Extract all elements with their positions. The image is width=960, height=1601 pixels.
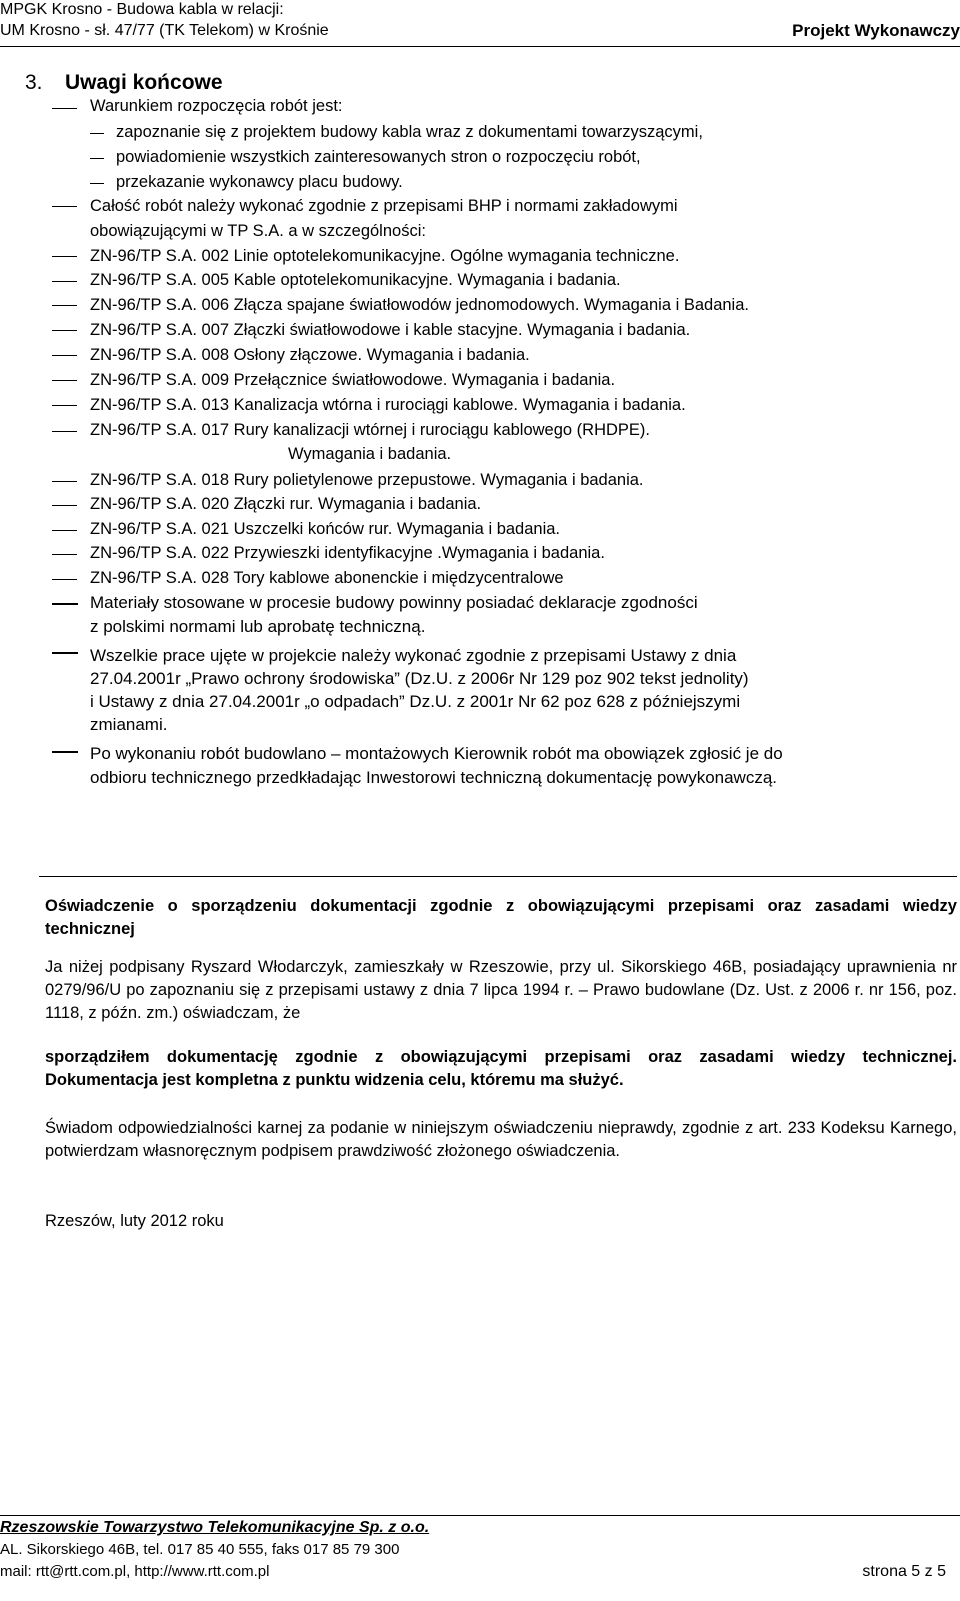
remark-line: ZN-96/TP S.A. 017 Rury kanalizacji wtórnej i rurociągu kablowego (RHDPE). xyxy=(90,421,651,439)
remark-line: ZN-96/TP S.A. 013 Kanalizacja wtórna i rurociągi kablowe. Wymagania i badania. xyxy=(90,396,686,414)
list-dash xyxy=(52,405,77,406)
declaration-para-1 xyxy=(45,956,957,1025)
remark-line: ZN-96/TP S.A. 022 Przywieszki identyfikacyjne .Wymagania i badania. xyxy=(90,544,605,562)
remark-line: Całość robót należy wykonać zgodnie z przepisami BHP i normami zakładowymi xyxy=(90,197,678,215)
remark-line: ZN-96/TP S.A. 020 Złączki rur. Wymagania i badania. xyxy=(90,495,482,513)
remark-line: ZN-96/TP S.A. 018 Rury polietylenowe przepustowe. Wymagania i badania. xyxy=(90,471,644,489)
footer-company: Rzeszowskie Towarzystwo Telekomunikacyjne Sp. z o.o. xyxy=(0,1519,430,1536)
list-dash xyxy=(52,305,77,306)
remark-line: ZN-96/TP S.A. 008 Osłony złączowe. Wymagania i badania. xyxy=(90,346,530,364)
remark-line: ZN-96/TP S.A. 007 Złączki światłowodowe i kable stacyjne. Wymagania i badania. xyxy=(90,321,691,339)
remark-line: Warunkiem rozpoczęcia robót jest: xyxy=(90,97,343,115)
list-dash xyxy=(52,505,77,506)
list-dash xyxy=(52,330,77,331)
remark-line: obowiązującymi w TP S.A. a w szczególności: xyxy=(90,222,426,240)
remark-line: zapoznanie się z projektem budowy kabla wraz z dokumentami towarzyszącymi, xyxy=(116,123,703,141)
header-project-location: UM Krosno - sł. 47/77 (TK Telekom) w Krośnie xyxy=(0,22,329,39)
list-dash xyxy=(90,183,104,184)
remark-line: ZN-96/TP S.A. 021 Uszczelki końców rur. Wymagania i badania. xyxy=(90,520,561,538)
list-dash xyxy=(52,579,77,580)
page-header xyxy=(0,0,960,48)
list-dash xyxy=(52,206,77,207)
declaration-text-bold: sporządziłem dokumentację zgodnie z obowiązującymi przepisami oraz zasadami wiedzy technicznej. Dokumentacja jest kompletna z punktu widzenia celu, któremu ma służyć. xyxy=(45,1048,957,1089)
declaration-text: Świadom odpowiedzialności karnej za podanie w niniejszym oświadczeniu nieprawdy, zgodnie z art. 233 Kodeksu Karnego, potwierdzam własnoręcznym podpisem prawdziwość złożonego oświadczenia. xyxy=(45,1119,957,1160)
list-dash xyxy=(52,355,77,356)
list-dash xyxy=(52,256,77,257)
declaration-para-3 xyxy=(45,1117,957,1163)
section-heading xyxy=(25,70,223,96)
list-dash xyxy=(52,431,77,432)
list-dash xyxy=(90,133,104,134)
page-number: strona 5 z 5 xyxy=(862,1563,946,1580)
header-project-type: Projekt Wykonawczy xyxy=(792,21,960,40)
remark-line: 27.04.2001r „Prawo ochrony środowiska” (Dz.U. z 2006r Nr 129 poz 902 tekst jednolity) xyxy=(90,669,749,688)
remark-line: przekazanie wykonawcy placu budowy. xyxy=(116,173,403,191)
declaration-title: Oświadczenie o sporządzeniu dokumentacji zgodnie z obowiązującymi przepisami oraz zasadami wiedzy technicznej xyxy=(45,897,957,938)
list-dash xyxy=(90,158,104,159)
remark-line: ZN-96/TP S.A. 009 Przełącznice światłowodowe. Wymagania i badania. xyxy=(90,371,616,389)
remark-line: ZN-96/TP S.A. 005 Kable optotelekomunikacyjne. Wymagania i badania. xyxy=(90,271,621,289)
remark-line: Wymagania i badania. xyxy=(288,445,452,463)
list-dash xyxy=(52,380,77,381)
remark-line: Po wykonaniu robót budowlano – montażowych Kierownik robót ma obowiązek zgłosić je do xyxy=(90,744,783,763)
remark-line: zmianami. xyxy=(90,715,168,734)
remark-line: ZN-96/TP S.A. 006 Złącza spajane światłowodów jednomodowych. Wymagania i Badania. xyxy=(90,296,749,314)
section-divider xyxy=(39,876,957,877)
footer-divider xyxy=(0,1515,960,1516)
list-dash xyxy=(52,481,77,482)
footer-contact: mail: rtt@rtt.com.pl, http://www.rtt.com.pl xyxy=(0,1563,270,1580)
list-dash xyxy=(52,281,77,282)
remark-line: ZN-96/TP S.A. 028 Tory kablowe abonenckie i międzycentralowe xyxy=(90,569,564,587)
declaration-text: Ja niżej podpisany Ryszard Włodarczyk, zamieszkały w Rzeszowie, przy ul. Sikorskiego 46B, posiadający uprawnienia nr 0279/96/U po zapoznaniu się z przepisami ustawy z dnia 7 lipca 1994 r. – Prawo budowlane (Dz. Ust. z 2006 r. nr 156, poz. 1118, z późn. zm.) oświadczam, że xyxy=(45,958,957,1022)
remark-line: Materiały stosowane w procesie budowy powinny posiadać deklaracje zgodności xyxy=(90,593,698,612)
remark-line: powiadomienie wszystkich zainteresowanych stron o rozpoczęciu robót, xyxy=(116,148,641,166)
list-dash xyxy=(52,108,77,109)
remark-line: ZN-96/TP S.A. 002 Linie optotelekomunikacyjne. Ogólne wymagania techniczne. xyxy=(90,247,680,265)
remark-line: Wszelkie prace ujęte w projekcie należy wykonać zgodnie z przepisami Ustawy z dnia xyxy=(90,646,737,665)
list-dash xyxy=(52,554,77,555)
section-title: Uwagi końcowe xyxy=(65,71,223,94)
declaration-place-date xyxy=(45,1210,957,1233)
remark-line: odbioru technicznego przedkładając Inwestorowi techniczną dokumentację powykonawczą. xyxy=(90,768,778,787)
header-divider xyxy=(0,46,960,47)
list-dash xyxy=(52,530,77,531)
footer-address: AL. Sikorskiego 46B, tel. 017 85 40 555, faks 017 85 79 300 xyxy=(0,1541,400,1558)
declaration-heading xyxy=(45,895,957,941)
list-dash xyxy=(52,603,78,605)
header-project-title: MPGK Krosno - Budowa kabla w relacji: xyxy=(0,1,284,18)
list-dash xyxy=(52,751,78,753)
declaration-para-2 xyxy=(45,1046,957,1092)
list-dash xyxy=(52,652,78,654)
remark-line: i Ustawy z dnia 27.04.2001r „o odpadach” Dz.U. z 2001r Nr 62 poz 628 z późniejszymi xyxy=(90,692,741,711)
remark-line: z polskimi normami lub aprobatę techniczną. xyxy=(90,617,426,636)
section-number: 3. xyxy=(25,71,43,94)
place-date: Rzeszów, luty 2012 roku xyxy=(45,1212,224,1230)
